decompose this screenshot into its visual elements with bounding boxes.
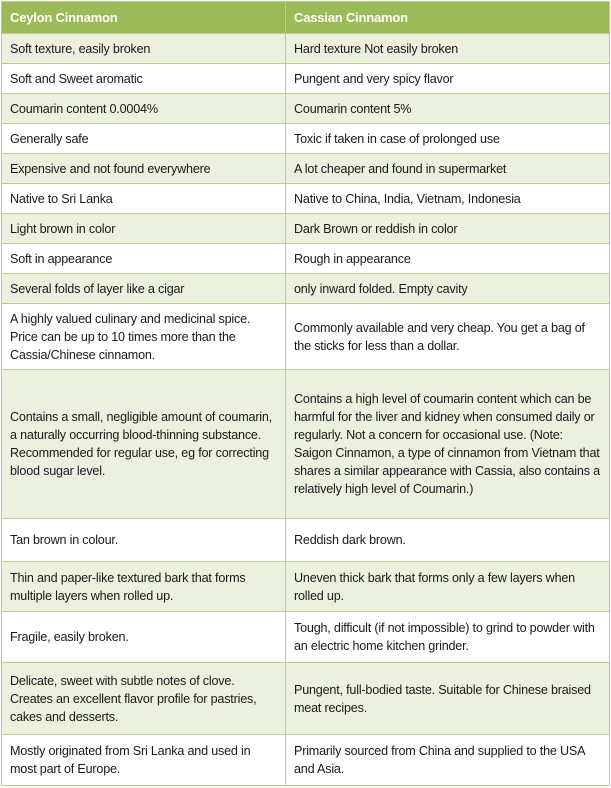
cell-cassian: Toxic if taken in case of prolonged use	[286, 124, 610, 154]
cell-cassian: Tough, difficult (if not impossible) to grind to powder with an electric home kitchen grinder.	[286, 612, 610, 663]
cell-ceylon: Coumarin content 0.0004%	[2, 94, 286, 124]
cell-ceylon: Expensive and not found everywhere	[2, 154, 286, 184]
header-cassian: Cassian Cinnamon	[286, 2, 610, 34]
table-row	[2, 735, 610, 786]
table-row	[2, 612, 610, 663]
cell-ceylon: Native to Sri Lanka	[2, 184, 286, 214]
cell-cassian: Rough in appearance	[286, 244, 610, 274]
table-row	[2, 124, 610, 154]
table-row	[2, 519, 610, 562]
cell-cassian: Native to China, India, Vietnam, Indonesia	[286, 184, 610, 214]
cell-ceylon: Soft in appearance	[2, 244, 286, 274]
cell-ceylon: Contains a small, negligible amount of coumarin, a naturally occurring blood-thinning substance. Recommended for regular use, eg for correcting blood sugar level.	[2, 370, 286, 519]
cell-ceylon: Soft and Sweet aromatic	[2, 64, 286, 94]
cell-cassian: Pungent and very spicy flavor	[286, 64, 610, 94]
cell-cassian: Coumarin content 5%	[286, 94, 610, 124]
cell-ceylon: A highly valued culinary and medicinal spice. Price can be up to 10 times more than the Cassia/Chinese cinnamon.	[2, 304, 286, 370]
table-row	[2, 562, 610, 612]
cell-ceylon: Several folds of layer like a cigar	[2, 274, 286, 304]
table-row	[2, 370, 610, 519]
cell-ceylon: Thin and paper-like textured bark that forms multiple layers when rolled up.	[2, 562, 286, 612]
cell-cassian: Uneven thick bark that forms only a few layers when rolled up.	[286, 562, 610, 612]
table-row	[2, 214, 610, 244]
cell-cassian: Commonly available and very cheap. You get a bag of the sticks for less than a dollar.	[286, 304, 610, 370]
table-row	[2, 304, 610, 370]
cell-ceylon: Fragile, easily broken.	[2, 612, 286, 663]
cell-ceylon: Delicate, sweet with subtle notes of clove. Creates an excellent flavor profile for pastries, cakes and desserts.	[2, 663, 286, 735]
cell-cassian: A lot cheaper and found in supermarket	[286, 154, 610, 184]
table-row	[2, 663, 610, 735]
table-row	[2, 64, 610, 94]
cell-cassian: Pungent, full-bodied taste. Suitable for Chinese braised meat recipes.	[286, 663, 610, 735]
cell-cassian: Primarily sourced from China and supplied to the USA and Asia.	[286, 735, 610, 786]
cell-cassian: only inward folded. Empty cavity	[286, 274, 610, 304]
cinnamon-comparison-table	[1, 1, 610, 786]
cell-ceylon: Soft texture, easily broken	[2, 34, 286, 64]
cell-ceylon: Generally safe	[2, 124, 286, 154]
header-row	[2, 2, 610, 34]
cell-ceylon: Light brown in color	[2, 214, 286, 244]
header-ceylon: Ceylon Cinnamon	[2, 2, 286, 34]
table-row	[2, 274, 610, 304]
cell-cassian: Hard texture Not easily broken	[286, 34, 610, 64]
cell-ceylon: Tan brown in colour.	[2, 519, 286, 562]
cell-cassian: Contains a high level of coumarin content which can be harmful for the liver and kidney when consumed daily or regularly. Not a concern for occasional use. (Note: Saigon Cinnamon, a type of cinnamon from Vietnam that shares a similar appearance with Cassia, also contains a relatively high level of Coumarin.)	[286, 370, 610, 519]
table-row	[2, 184, 610, 214]
table-row	[2, 154, 610, 184]
cell-cassian: Reddish dark brown.	[286, 519, 610, 562]
cell-cassian: Dark Brown or reddish in color	[286, 214, 610, 244]
table-row	[2, 94, 610, 124]
table-row	[2, 244, 610, 274]
cell-ceylon: Mostly originated from Sri Lanka and used in most part of Europe.	[2, 735, 286, 786]
table-row	[2, 34, 610, 64]
